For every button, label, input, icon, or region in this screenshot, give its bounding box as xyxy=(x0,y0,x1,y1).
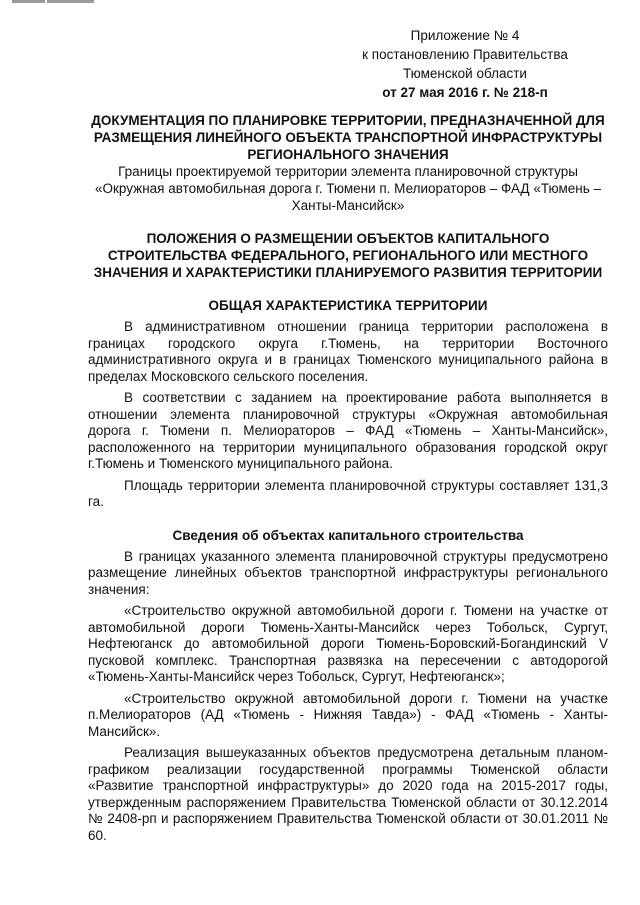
edge-mark xyxy=(47,0,94,3)
paragraph: В границах указанного элемента планировочной структуры предусмотрено размещение линейных объектов транспортной инфраструктуры регионального значения: xyxy=(88,548,608,597)
document-body xyxy=(88,112,608,844)
document-subtitle: Границы проектируемой территории элемента планировочной структуры «Окружная автомобильная дорога г. Тюмени п. Мелиораторов – ФАД «Тюмень – Ханты-Мансийск» xyxy=(94,164,601,213)
appendix-number: Приложение № 4 xyxy=(410,28,520,43)
appendix-date: от 27 мая 2016 г. № 218-п xyxy=(382,85,548,100)
edge-mark xyxy=(12,0,45,3)
paragraph: «Строительство окружной автомобильной дороги г. Тюмени на участке п.Мелиораторов (АД «Тюмень - Нижняя Тавда») - ФАД «Тюмень - Ханты-Мансийск». xyxy=(88,690,608,739)
general-heading: ОБЩАЯ ХАРАКТЕРИСТИКА ТЕРРИТОРИИ xyxy=(208,298,488,313)
appendix-region: Тюменской области xyxy=(403,66,527,81)
top-edge-marks xyxy=(0,0,100,3)
paragraph: В соответствии с заданием на проектирование работа выполняется в отношении элемента планировочной структуры «Окружная автомобильная дорога г. Тюмени п. Мелиораторов – ФАД «Тюмень – Ханты-Мансийск», расположенного на территории муниципального образования городской округ г.Тюмень и Тюменского муниципального района. xyxy=(88,390,608,471)
paragraph: Площадь территории элемента планировочной структуры составляет 131,3 га. xyxy=(88,477,608,509)
appendix-decree: к постановлению Правительства xyxy=(362,47,568,62)
document-title: ДОКУМЕНТАЦИЯ ПО ПЛАНИРОВКЕ ТЕРРИТОРИИ, ПРЕДНАЗНАЧЕННОЙ ДЛЯ РАЗМЕЩЕНИЯ ЛИНЕЙНОГО ОБЪЕКТА ТРАНСПОРТНОЙ ИНФРАСТРУКТУРЫ РЕГИОНАЛЬНОГО ЗНАЧЕНИЯ xyxy=(91,113,605,162)
paragraph: «Строительство окружной автомобильной дороги г. Тюмени на участке от автомобильной дороги Тюмень-Ханты-Мансийск через Тобольск, Сургут, Нефтеюганск до автомобильной дороги Тюмень-Боровский-Богандинский V пусковой комплекс. Транспортная развязка на пересечении с автодорогой «Тюмень-Ханты-Мансийск через Тобольск, Сургут, Нефтеюганск»; xyxy=(88,603,608,684)
paragraph: В административном отношении граница территории расположена в границах городского округа г.Тюмень, на территории Восточного административного округа и в границах Тюменского муниципального района в пределах Московского сельского поселения. xyxy=(88,319,608,384)
paragraph: Реализация вышеуказанных объектов предусмотрена детальным планом-графиком реализации государственной программы Тюменской области «Развитие транспортной инфраструктуры» до 2020 года на 2015-2017 годы, утвержденным распоряжением Правительства Тюменской области от 30.12.2014 № 2408-рп и распоряжением Правительства Тюменской области от 30.01.2011 № 60. xyxy=(88,745,608,843)
appendix-block xyxy=(330,26,600,102)
section-title: ПОЛОЖЕНИЯ О РАЗМЕЩЕНИИ ОБЪЕКТОВ КАПИТАЛЬНОГО СТРОИТЕЛЬСТВА ФЕДЕРАЛЬНОГО, РЕГИОНАЛЬНОГО ИЛИ МЕСТНОГО ЗНАЧЕНИЯ И ХАРАКТЕРИСТИКИ ПЛАНИРУЕМОГО РАЗВИТИЯ ТЕРРИТОРИИ xyxy=(93,231,603,280)
capital-heading: Сведения об объектах капитального строительства xyxy=(172,527,524,543)
